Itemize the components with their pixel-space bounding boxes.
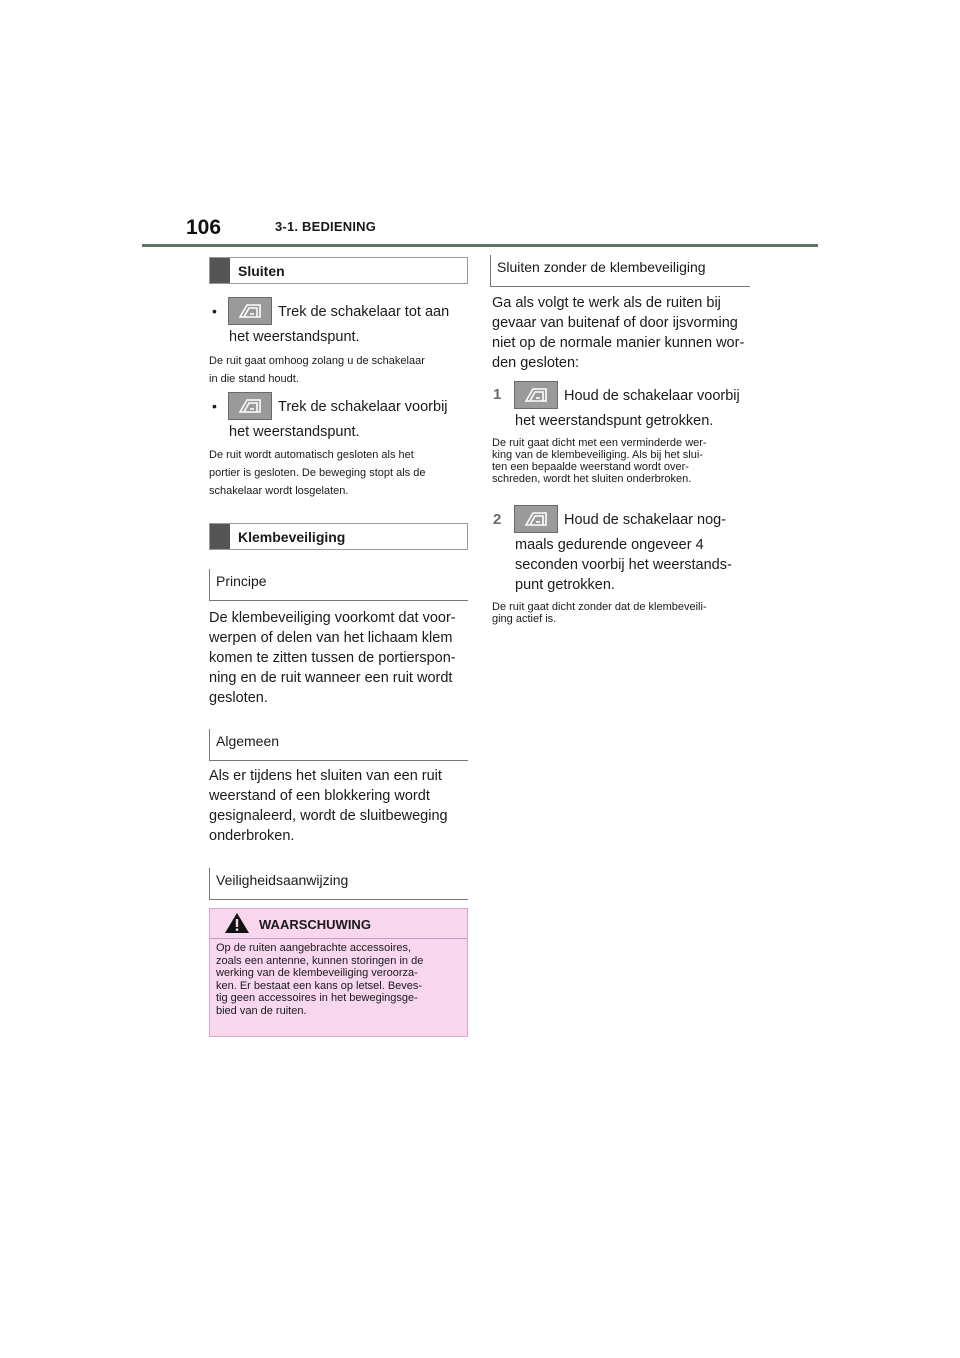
bullet: • <box>212 303 217 319</box>
bullet: • <box>212 398 217 414</box>
bullet1-note-line2: in die stand houdt. <box>209 373 299 385</box>
warning-title: WAARSCHUWING <box>259 917 371 932</box>
subheading-algemeen: Algemeen <box>209 729 468 761</box>
window-switch-icon <box>228 297 272 325</box>
bullet1-line1: Trek de schakelaar tot aan <box>278 304 450 320</box>
warning-line: werking van de klembeveiliging veroorza- <box>216 967 418 979</box>
window-switch-icon <box>514 505 558 533</box>
step1-note-line: De ruit gaat dicht met een verminderde wer- <box>492 437 707 449</box>
warning-line: Op de ruiten aangebrachte accessoires, <box>216 942 412 954</box>
step2-note-line: ging actief is. <box>492 613 557 625</box>
principe-line: werpen of delen van het lichaam klem <box>209 630 453 646</box>
chapter-title: 3-1. BEDIENING <box>275 219 377 234</box>
bullet2-note-line2: portier is gesloten. De beweging stopt als de <box>209 467 426 479</box>
principe-line: De klembeveiliging voorkomt dat voor- <box>209 610 456 626</box>
step1-note-line: schreden, wordt het sluiten onderbroken. <box>492 473 692 485</box>
window-switch-icon <box>514 381 558 409</box>
intro-line: Ga als volgt te werk als de ruiten bij <box>492 295 721 311</box>
section-heading-sluiten <box>209 257 468 284</box>
warning-line: ken. Er bestaat een kans op letsel. Beves- <box>216 979 423 992</box>
step1-line1: Houd de schakelaar voorbij <box>564 388 740 404</box>
algemeen-line: Als er tijdens het sluiten van een ruit <box>209 768 442 784</box>
bullet2-line1: Trek de schakelaar voorbij <box>278 399 448 415</box>
principe-line: gesloten. <box>209 690 268 706</box>
step1-note-line: ten een bepaalde weerstand wordt over- <box>492 461 689 473</box>
warning-title-row <box>210 909 467 939</box>
intro-line: niet op de normale manier kunnen wor- <box>492 335 745 351</box>
subheading-sluiten-zonder: Sluiten zonder de klembeveiliging <box>490 255 750 287</box>
bullet2-line2: het weerstandspunt. <box>229 424 360 440</box>
page-number: 106 <box>186 216 222 239</box>
heading-bar <box>210 524 230 549</box>
subheading-veiligheidsaanwijzing: Veiligheidsaanwijzing <box>209 868 468 900</box>
principe-line: komen te zitten tussen de portierspon- <box>209 650 456 666</box>
algemeen-line: onderbroken. <box>209 828 295 844</box>
heading-bar <box>210 258 230 283</box>
bullet1-line2: het weerstandspunt. <box>229 329 360 345</box>
step2-line2: maals gedurende ongeveer 4 <box>515 537 704 553</box>
warning-text <box>216 942 464 1017</box>
step1-note <box>492 437 707 485</box>
algemeen-line: weerstand of een blokkering wordt <box>209 788 430 804</box>
bullet2-note-line1: De ruit wordt automatisch gesloten als het <box>209 449 414 461</box>
section-heading-label: Sluiten <box>238 262 285 279</box>
step1-note-line: king van de klembeveiliging. Als bij het slui- <box>492 449 703 461</box>
intro-line: gevaar van buitenaf of door ijsvorming <box>492 315 738 331</box>
warning-box <box>209 908 468 1037</box>
step2-line4: punt getrokken. <box>515 577 615 593</box>
step-number: 1 <box>493 386 502 403</box>
subheading-principe: Principe <box>209 569 468 601</box>
principe-line: ning en de ruit wanneer een ruit wordt <box>209 670 453 686</box>
step2-note-line: De ruit gaat dicht zonder dat de klembeveili- <box>492 601 707 613</box>
warning-triangle-icon <box>224 912 250 939</box>
step2-note <box>492 601 707 625</box>
warning-line: zoals een antenne, kunnen storingen in de <box>216 954 424 967</box>
step2-line3: seconden voorbij het weerstands- <box>515 557 732 573</box>
header-rule <box>142 244 818 247</box>
bullet1-note-line1: De ruit gaat omhoog zolang u de schakelaar <box>209 355 425 367</box>
window-switch-icon <box>228 392 272 420</box>
bullet2-note-line3: schakelaar wordt losgelaten. <box>209 485 349 497</box>
warning-line: bied van de ruiten. <box>216 1004 307 1017</box>
intro-line: den gesloten: <box>492 355 580 371</box>
section-heading-klembeveiliging <box>209 523 468 550</box>
step-number: 2 <box>493 511 502 528</box>
step2-line1: Houd de schakelaar nog- <box>564 512 727 528</box>
step1-line2: het weerstandspunt getrokken. <box>515 413 714 429</box>
warning-line: tig geen accessoires in het bewegingsge- <box>216 992 418 1004</box>
algemeen-line: gesignaleerd, wordt de sluitbeweging <box>209 808 448 824</box>
section-heading-label: Klembeveiliging <box>238 528 346 545</box>
